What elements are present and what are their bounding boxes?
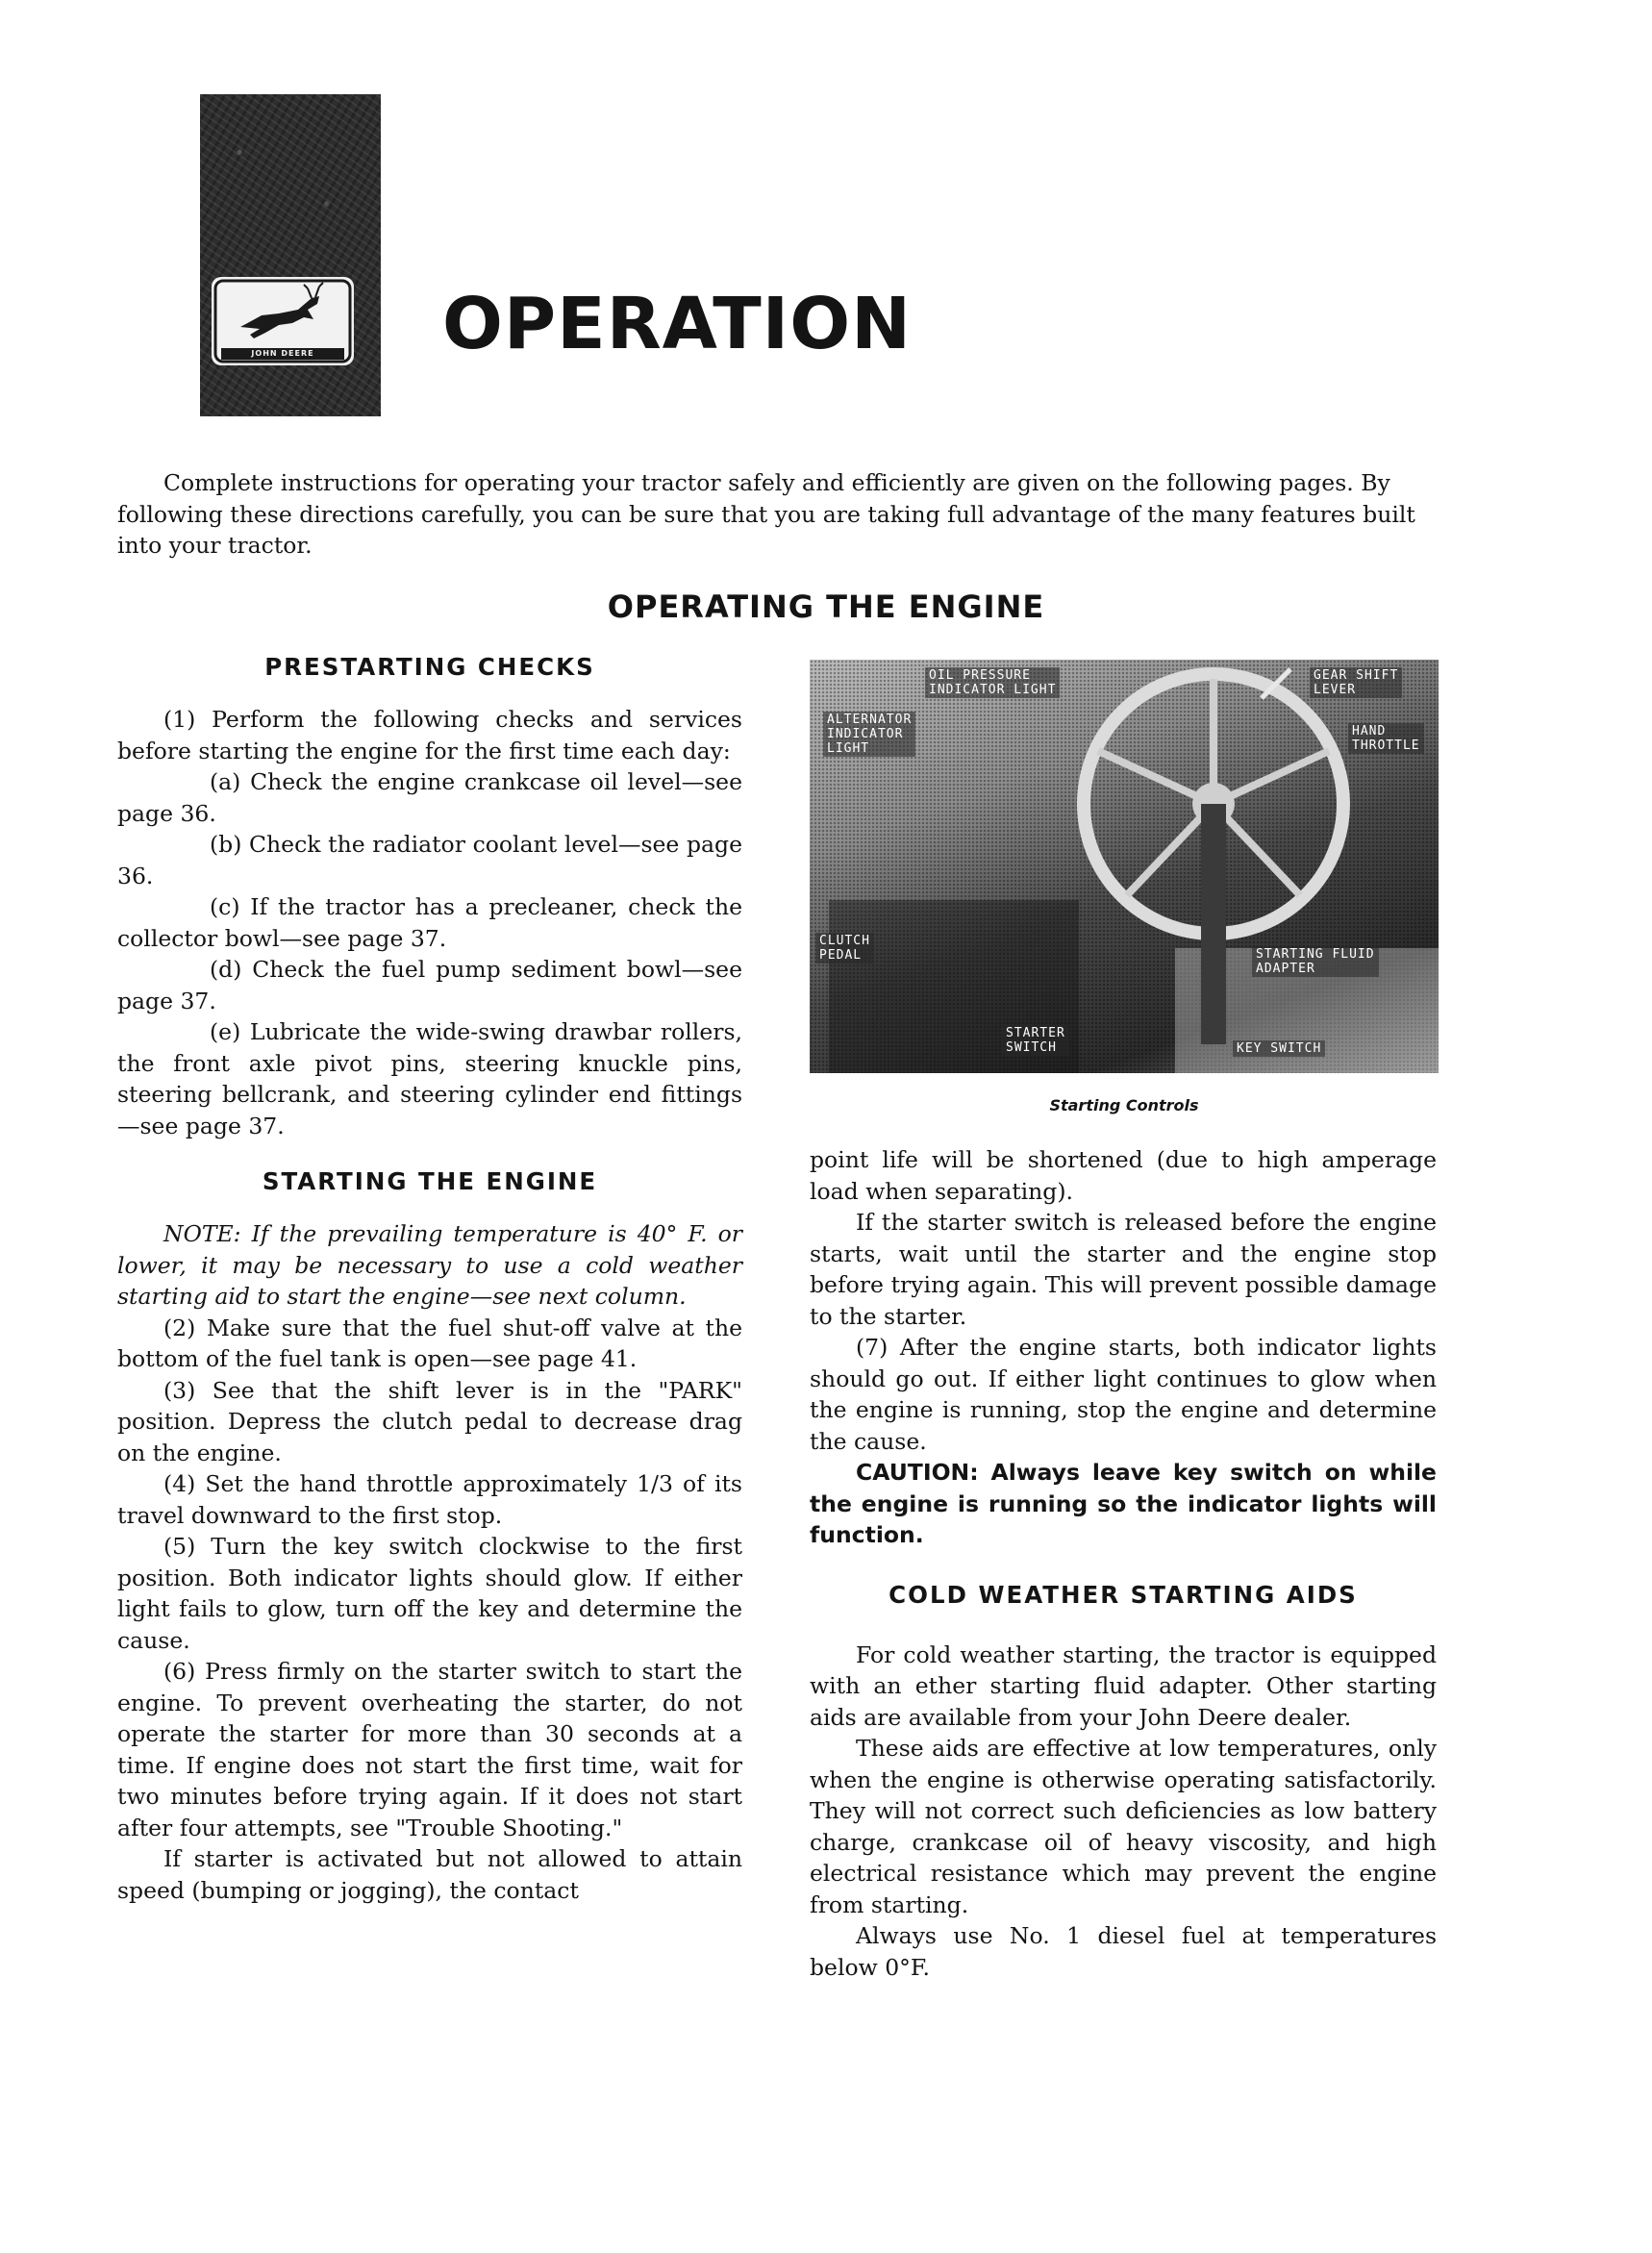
prestarting-item: (e) Lubricate the wide-swing drawbar rollers, the front axle pivot pins, steering knuckle pins, steering bellcrank, and steering cylinder end fittings—see page 37. bbox=[117, 1018, 742, 1139]
gear-shift-label: GEAR SHIFT LEVER bbox=[1310, 667, 1402, 698]
starting-heading: STARTING THE ENGINE bbox=[262, 1167, 598, 1195]
prestarting-item: (d) Check the fuel pump sediment bowl—see page 37. bbox=[117, 956, 742, 1014]
figure-caption: Starting Controls bbox=[1049, 1096, 1199, 1114]
cold-weather-paragraph: Always use No. 1 diesel fuel at temperatures below 0°F. bbox=[810, 1922, 1437, 1981]
intro-paragraph: Complete instructions for operating your tractor safely and efficiently are given on the following pages. By following these directions carefully, you can be sure that you are taking full advantage of the many features built into your tractor. bbox=[117, 469, 1415, 559]
starting-step: (6) Press firmly on the starter switch to start the engine. To prevent overheating the starter, do not operate the starter for more than 30 seconds at a time. If engine does not start the first time, wait for two minutes before trying again. If it does not start after four attempts, see "Trouble Shooting." bbox=[117, 1658, 742, 1841]
left-column bbox=[117, 652, 742, 1906]
hand-throttle-label: HAND THROTTLE bbox=[1348, 723, 1424, 754]
prestarting-item: (b) Check the radiator coolant level—see page 36. bbox=[117, 831, 742, 889]
cold-weather-paragraph: These aids are effective at low temperatures, only when the engine is otherwise operating satisfactorily. They will not correct such deficiencies as low battery charge, crankcase oil of heavy viscosity, and high electrical resistance which may prevent the engine from starting. bbox=[810, 1735, 1437, 1918]
right-paragraph: (7) After the engine starts, both indicator lights should go out. If either light continues to glow when the engine is running, stop the engine and determine the cause. bbox=[810, 1334, 1437, 1455]
starting-controls-photo bbox=[810, 660, 1439, 1073]
logo-text: JOHN DEERE bbox=[221, 348, 344, 360]
alternator-label: ALTERNATOR INDICATOR LIGHT bbox=[823, 712, 915, 757]
starter-switch-label: STARTER SWITCH bbox=[1002, 1025, 1069, 1056]
key-switch-label: KEY SWITCH bbox=[1233, 1040, 1325, 1057]
starting-fluid-label: STARTING FLUID ADAPTER bbox=[1252, 946, 1379, 977]
right-paragraph: If the starter switch is released before the engine starts, wait until the starter and the engine stop before trying again. This will prevent possible damage to the starter. bbox=[810, 1209, 1437, 1330]
header-image-block bbox=[200, 94, 381, 416]
starting-step: (5) Turn the key switch clockwise to the first position. Both indicator lights should glow. If either light fails to glow, turn off the key and determine the cause. bbox=[117, 1533, 742, 1654]
john-deere-logo bbox=[212, 277, 354, 365]
prestarting-lead: (1) Perform the following checks and services before starting the engine for the first time each day: bbox=[117, 706, 742, 764]
page-title: OPERATION bbox=[442, 283, 913, 365]
caution-text: CAUTION: Always leave key switch on while the engine is running so the indicator lights will function. bbox=[810, 1459, 1437, 1548]
right-column bbox=[810, 1144, 1437, 1983]
starting-step: (2) Make sure that the fuel shut-off valve at the bottom of the fuel tank is open—see page 41. bbox=[117, 1314, 742, 1372]
cold-weather-heading: COLD WEATHER STARTING AIDS bbox=[889, 1580, 1358, 1609]
section-heading: OPERATING THE ENGINE bbox=[607, 588, 1045, 625]
cold-weather-paragraph: For cold weather starting, the tractor is equipped with an ether starting fluid adapter. Other starting aids are available from your John Deere dealer. bbox=[810, 1640, 1437, 1731]
starting-step: If starter is activated but not allowed to attain speed (bumping or jogging), the contact bbox=[117, 1845, 742, 1904]
prestarting-heading: PRESTARTING CHECKS bbox=[264, 653, 595, 681]
clutch-pedal-label: CLUTCH PEDAL bbox=[815, 933, 874, 964]
prestarting-item: (c) If the tractor has a precleaner, check the collector bowl—see page 37. bbox=[117, 893, 742, 952]
prestarting-item: (a) Check the engine crankcase oil level—see page 36. bbox=[117, 768, 742, 827]
oil-pressure-label: OIL PRESSURE INDICATOR LIGHT bbox=[925, 667, 1060, 698]
continuation-paragraph: point life will be shortened (due to high amperage load when separating). bbox=[810, 1146, 1437, 1205]
starting-step: (4) Set the hand throttle approximately 1/3 of its travel downward to the first stop. bbox=[117, 1470, 742, 1529]
starting-note: NOTE: If the prevailing temperature is 40° F. or lower, it may be necessary to use a cold weather starting aid to start the engine—see next column. bbox=[117, 1220, 742, 1310]
starting-step: (3) See that the shift lever is in the "PARK" position. Depress the clutch pedal to decrease drag on the engine. bbox=[117, 1376, 742, 1466]
